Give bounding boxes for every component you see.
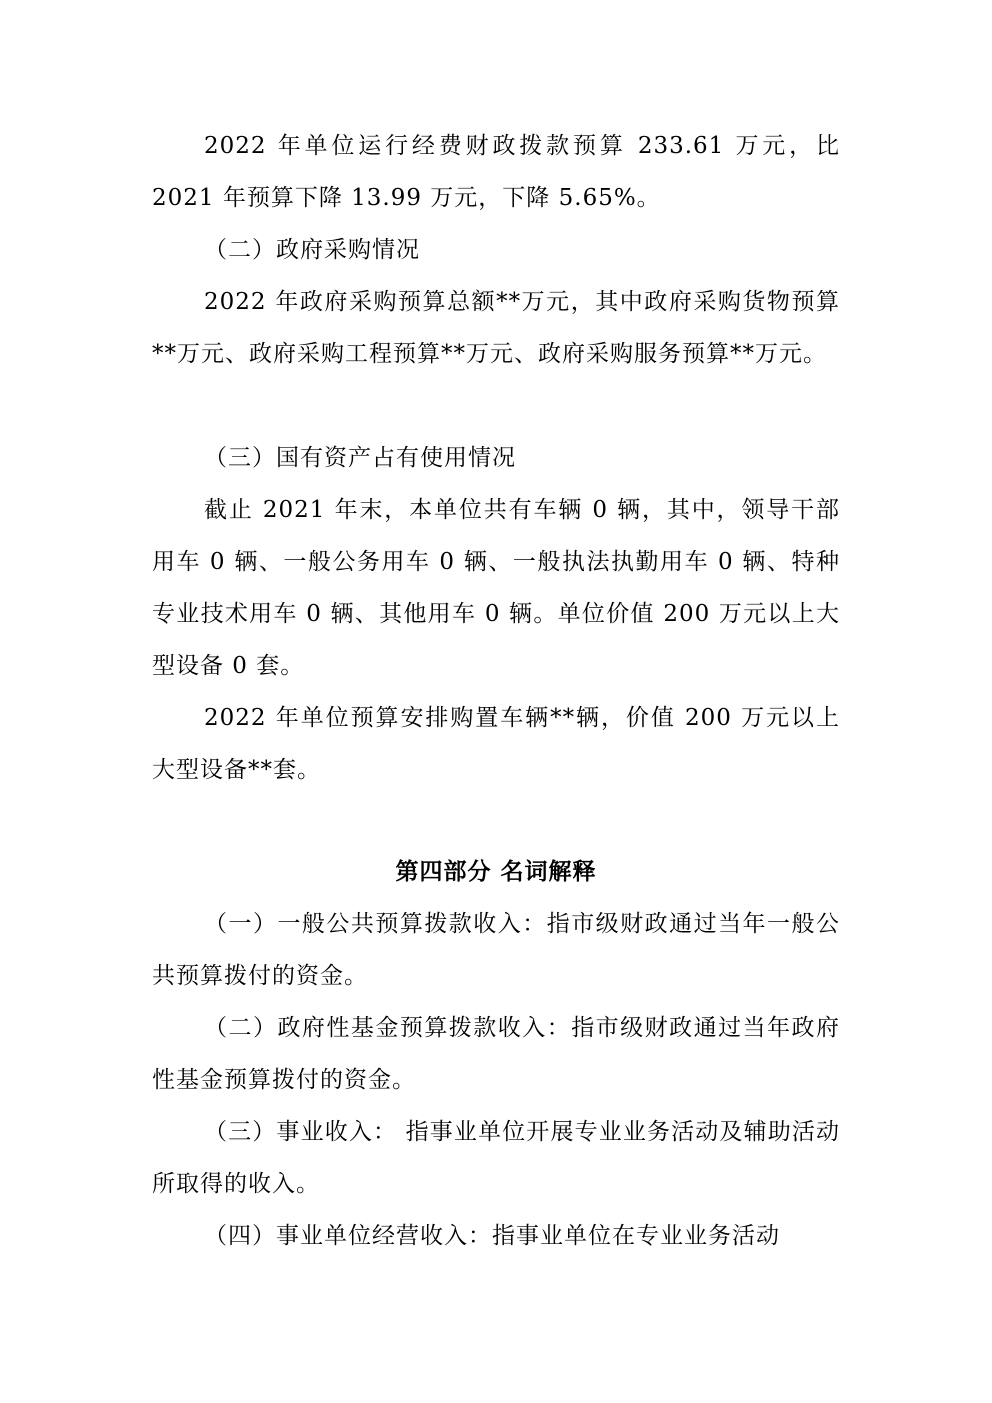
subheading-state-assets: （三）国有资产占有使用情况 [204, 445, 516, 471]
definition-government-fund-budget: （二）政府性基金预算拨款收入：指市级财政通过当年政府性基金预算拨付的资金。 [152, 1015, 840, 1093]
section-title-glossary: 第四部分 名词解释 [395, 859, 597, 885]
paragraph-procurement-budget: 2022 年政府采购预算总额**万元，其中政府采购货物预算**万元、政府采购工程预算**万元、政府采购服务预算**万元。 [152, 289, 840, 367]
definition-business-operating-income: （四）事业单位经营收入：指事业单位在专业业务活动 [204, 1223, 780, 1249]
definition-general-public-budget: （一）一般公共预算拨款收入：指市级财政通过当年一般公共预算拨付的资金。 [152, 911, 840, 989]
paragraph-vehicle-purchase-plan: 2022 年单位预算安排购置车辆**辆，价值 200 万元以上大型设备**套。 [152, 705, 840, 783]
paragraph-vehicle-assets: 截止 2021 年末，本单位共有车辆 0 辆，其中，领导干部用车 0 辆、一般公务用车 0 辆、一般执法执勤用车 0 辆、特种专业技术用车 0 辆、其他用车 0 辆。单位价值 200 万元以上大型设备 0 套。 [152, 497, 840, 679]
paragraph-operating-budget: 2022 年单位运行经费财政拨款预算 233.61 万元，比 2021 年预算下降 13.99 万元，下降 5.65%。 [152, 133, 840, 211]
definition-business-income: （三）事业收入： 指事业单位开展专业业务活动及辅助活动所取得的收入。 [152, 1119, 840, 1197]
subheading-government-procurement: （二）政府采购情况 [204, 237, 420, 263]
